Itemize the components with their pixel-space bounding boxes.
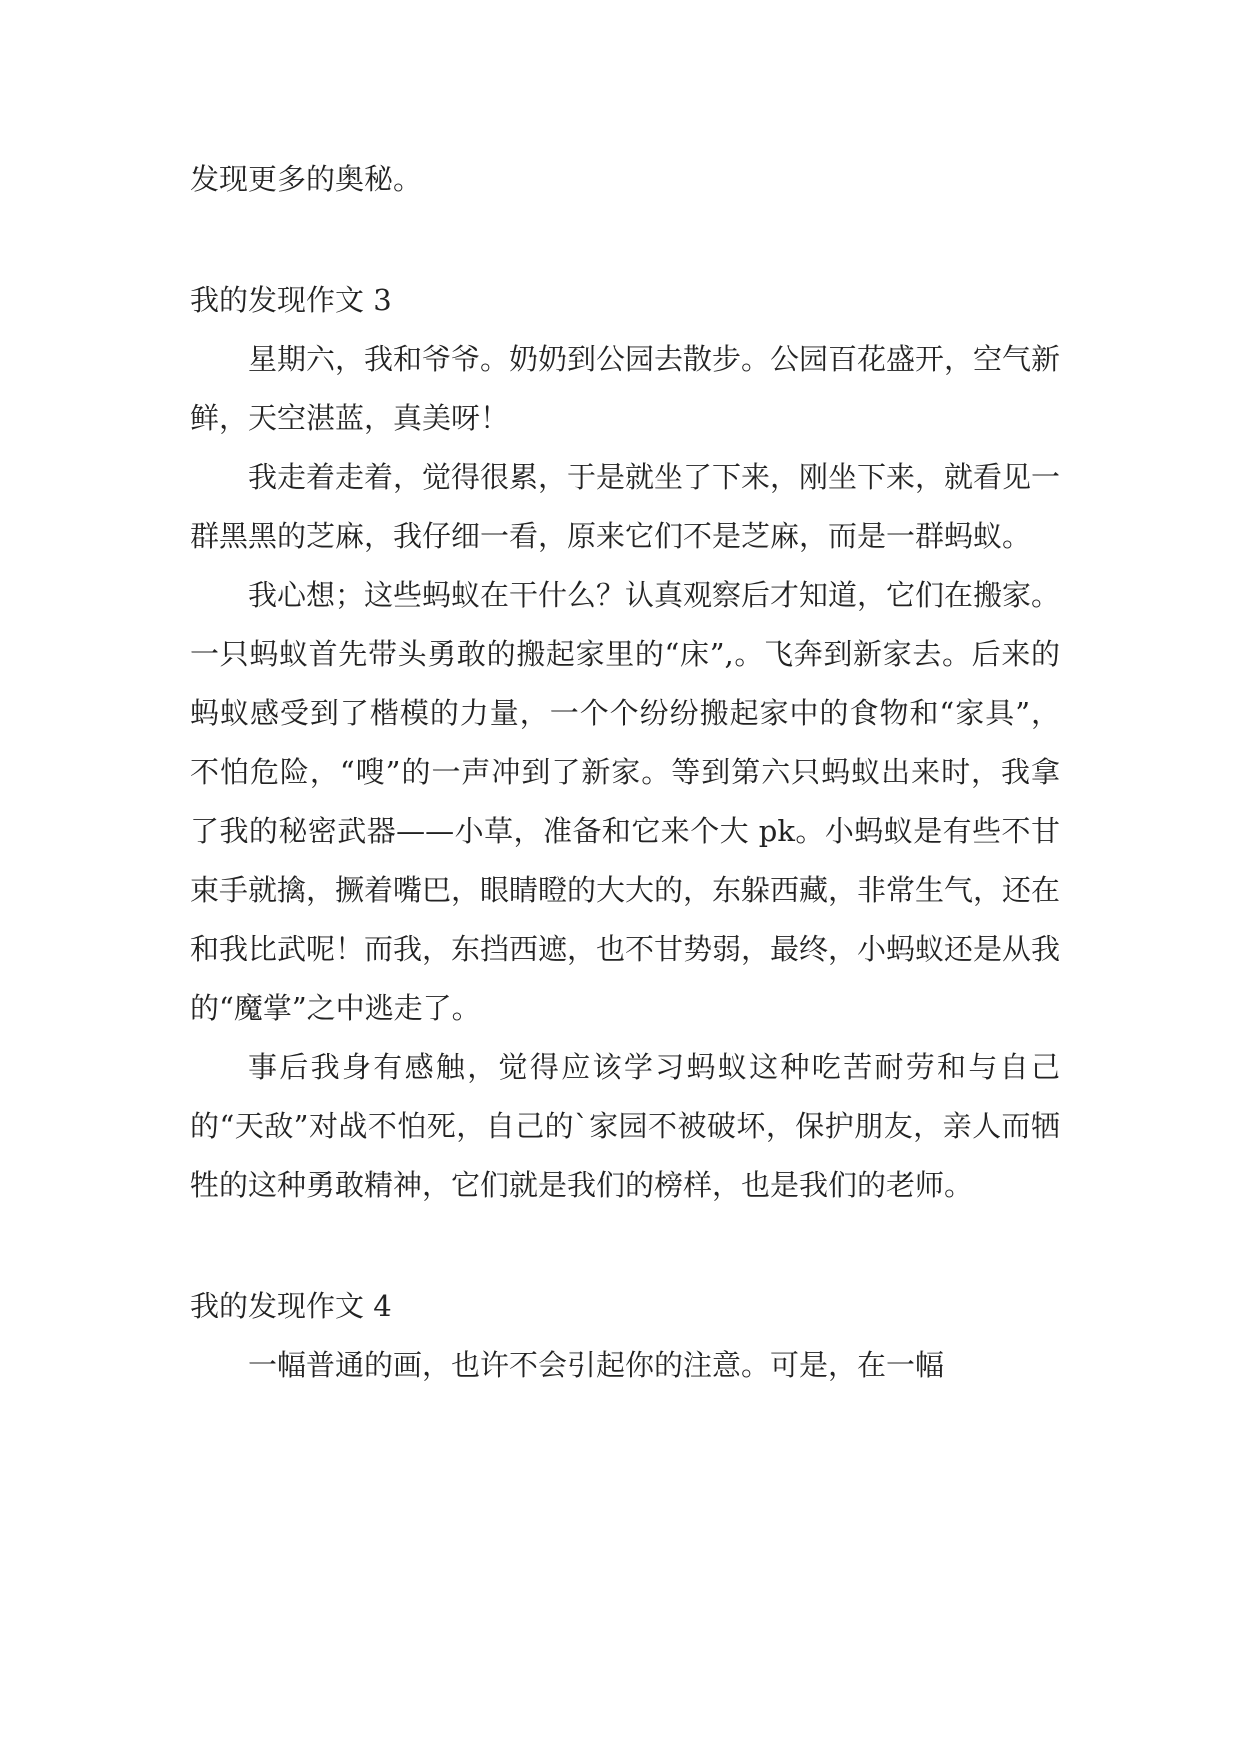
lead-line: 发现更多的奥秘。 — [190, 162, 423, 196]
section-3-paragraph-3: 我心想；这些蚂蚁在干什么？认真观察后才知道，它们在搬家。一只蚂蚁首先带头勇敢的搬起家里的“床”,。飞奔到新家去。后来的蚂蚁感受到了楷模的力量，一个个纷纷搬起家中的食物和“家具”，不怕危险，“嗖”的一声冲到了新家。等到第六只蚂蚁出来时，我拿了我的秘密武器——小草，准备和它来个大 pk。小蚂蚁是有些不甘束手就擒，撅着嘴巴，眼睛瞪的大大的，东躲西藏，非常生气，还在和我比武呢！而我，东挡西遮，也不甘势弱，最终，小蚂蚁还是从我的“魔掌”之中逃走了。 — [190, 578, 1061, 1025]
document-page — [190, 150, 1060, 1395]
section-3-paragraph-1: 星期六，我和爷爷。奶奶到公园去散步。公园百花盛开，空气新鲜，天空湛蓝，真美呀！ — [190, 342, 1061, 435]
section-4-paragraph-1: 一幅普通的画，也许不会引起你的注意。可是，在一幅 — [248, 1348, 945, 1382]
section-4-title: 我的发现作文 4 — [190, 1289, 392, 1323]
section-3-paragraph-2: 我走着走着，觉得很累，于是就坐了下来，刚坐下来，就看见一群黑黑的芝麻，我仔细一看，原来它们不是芝麻，而是一群蚂蚁。 — [190, 460, 1061, 553]
section-3-title: 我的发现作文 3 — [190, 283, 392, 317]
section-gap — [190, 1215, 1060, 1277]
section-3-paragraph-4: 事后我身有感触，觉得应该学习蚂蚁这种吃苦耐劳和与自己的“天敌”对战不怕死，自己的`家园不被破坏，保护朋友，亲人而牺牲的这种勇敢精神，它们就是我们的榜样，也是我们的老师。 — [190, 1050, 1060, 1202]
section-gap — [190, 209, 1060, 271]
